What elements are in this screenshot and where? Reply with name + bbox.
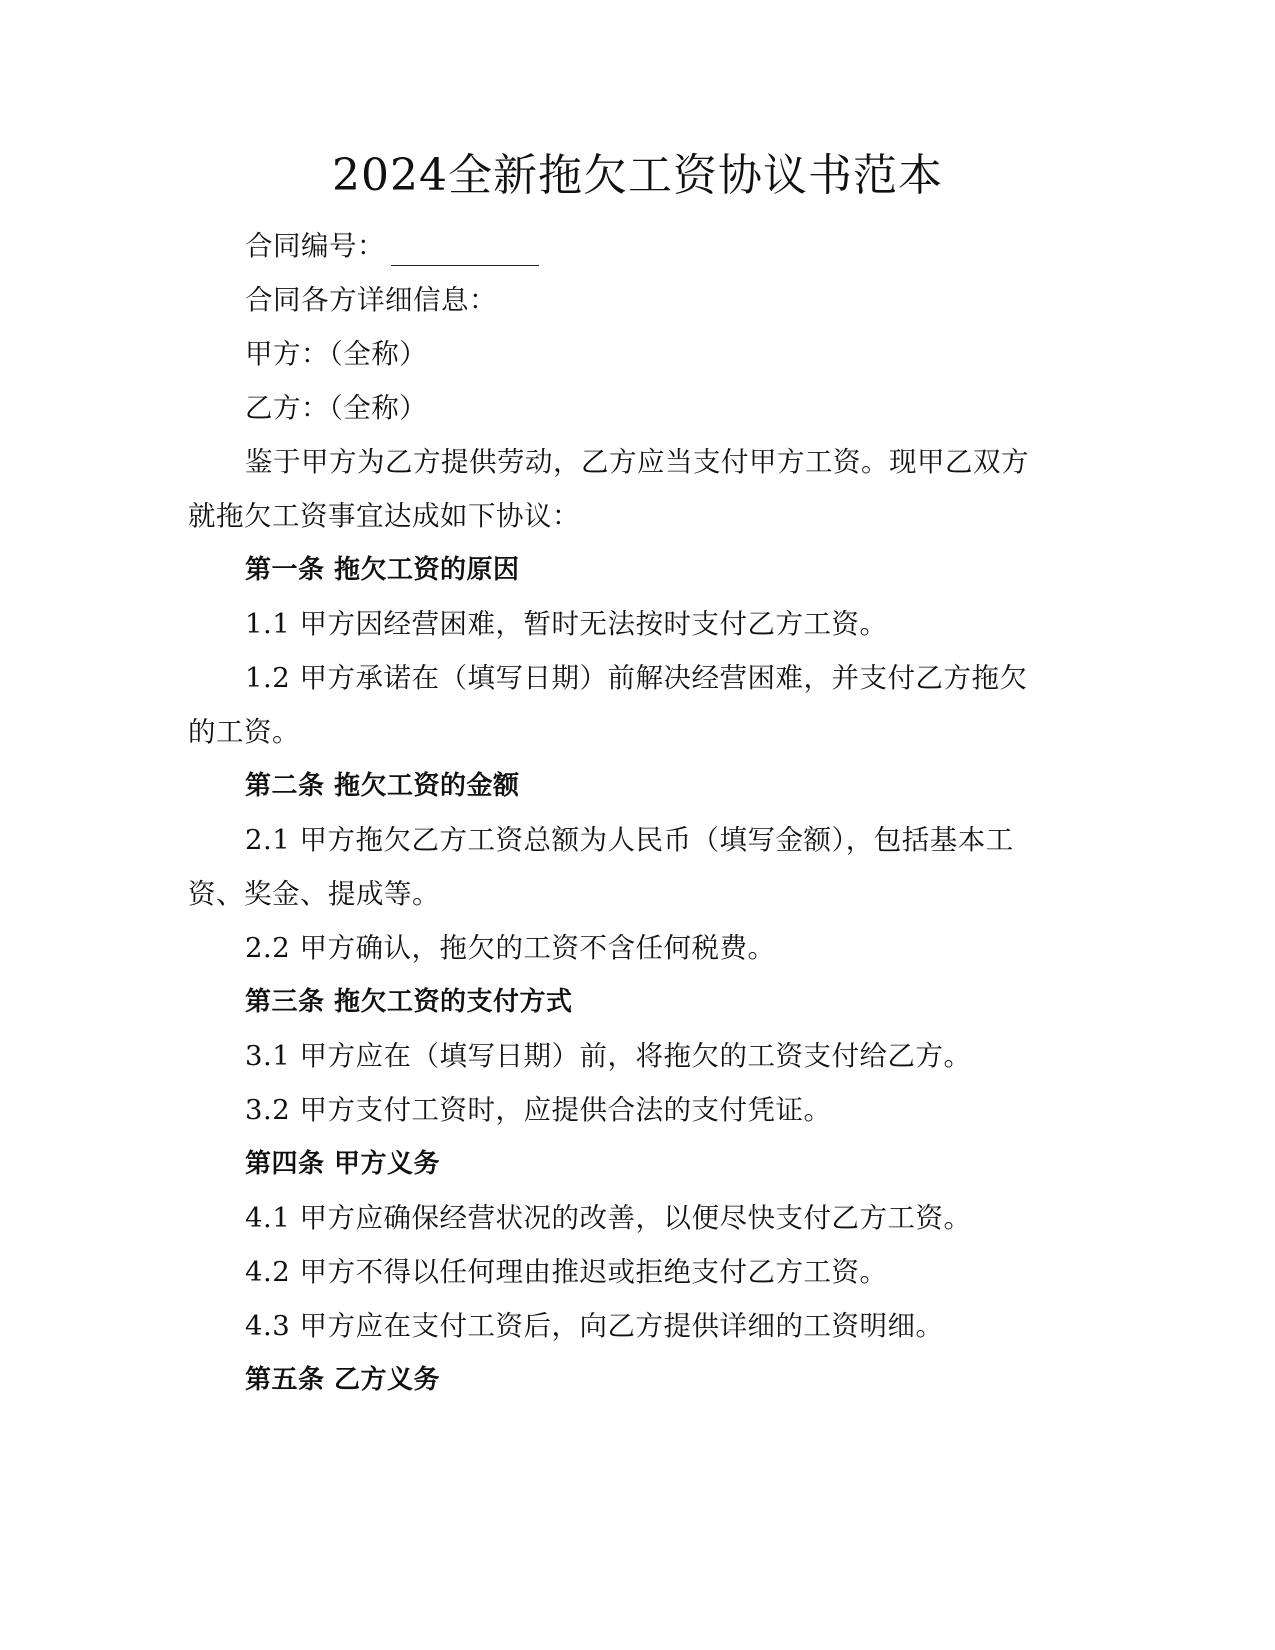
preamble-line-1: 鉴于甲方为乙方提供劳动，乙方应当支付甲方工资。现甲乙双方 (245, 446, 1029, 478)
document-title: 2024全新拖欠工资协议书范本 (332, 150, 943, 201)
preamble-line-2: 就拖欠工资事宜达成如下协议： (188, 500, 580, 532)
clause-1-2-line-1: 1.2 甲方承诺在（填写日期）前解决经营困难，并支付乙方拖欠 (245, 662, 1028, 694)
contract-number-label: 合同编号： (245, 230, 385, 262)
clause-1-1: 1.1 甲方因经营困难，暂时无法按时支付乙方工资。 (245, 608, 888, 640)
article-5-heading: 第五条 乙方义务 (245, 1365, 441, 1395)
clause-4-3: 4.3 甲方应在支付工资后，向乙方提供详细的工资明细。 (245, 1310, 944, 1342)
party-a: 甲方：（全称） (245, 338, 428, 370)
contract-number-blank (391, 235, 539, 266)
clause-4-2: 4.2 甲方不得以任何理由推迟或拒绝支付乙方工资。 (245, 1256, 888, 1288)
clause-2-1-line-2: 资、奖金、提成等。 (188, 878, 440, 910)
contract-number-line (245, 226, 539, 266)
article-1-heading: 第一条 拖欠工资的原因 (245, 555, 520, 585)
clause-1-2-line-2: 的工资。 (188, 716, 300, 748)
article-4-heading: 第四条 甲方义务 (245, 1149, 441, 1179)
party-b: 乙方：（全称） (245, 392, 428, 424)
clause-2-1-line-1: 2.1 甲方拖欠乙方工资总额为人民币（填写金额），包括基本工 (245, 824, 1014, 856)
clause-3-1: 3.1 甲方应在（填写日期）前，将拖欠的工资支付给乙方。 (245, 1040, 972, 1072)
parties-intro: 合同各方详细信息： (245, 284, 497, 316)
clause-3-2: 3.2 甲方支付工资时，应提供合法的支付凭证。 (245, 1094, 832, 1126)
clause-4-1: 4.1 甲方应确保经营状况的改善，以便尽快支付乙方工资。 (245, 1202, 972, 1234)
article-3-heading: 第三条 拖欠工资的支付方式 (245, 987, 573, 1017)
clause-2-2: 2.2 甲方确认，拖欠的工资不含任何税费。 (245, 932, 776, 964)
article-2-heading: 第二条 拖欠工资的金额 (245, 771, 520, 801)
